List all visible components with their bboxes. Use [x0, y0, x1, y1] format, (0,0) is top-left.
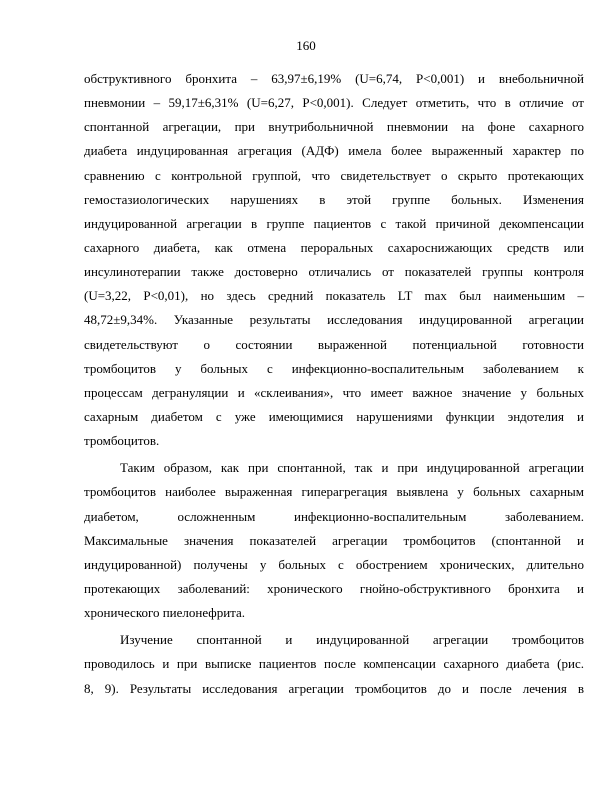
text-line: тромбоцитов. — [84, 433, 160, 449]
text-line: тромбоцитов наиболее выраженная гиперагрегация выявлена у больных сахарным — [84, 484, 584, 500]
text-line: диабета индуцированная агрегация (АДФ) имела более выраженный характер по — [84, 143, 584, 159]
text-line: гемостазиологических нарушениях в этой группе больных. Изменения — [84, 191, 584, 207]
text-line: обструктивного бронхита – 63,97±6,19% (U=6,74, P<0,001) и внебольничной — [84, 71, 584, 86]
text-line: 8, 9). Результаты исследования агрегации тромбоцитов до и после лечения в — [84, 680, 584, 696]
paragraph-3 — [84, 632, 584, 704]
text-line: проводилось и при выписке пациентов после компенсации сахарного диабета (рис. — [84, 656, 584, 672]
text-line: сахарного диабета, как отмена пероральных сахароснижающих средств или — [84, 239, 584, 255]
text-line: процессам дегрануляции и «склеивания», что имеет важное значение у больных — [84, 384, 584, 400]
text-line: тромбоцитов у больных с инфекционно-воспалительным заболеванием к — [84, 360, 584, 376]
text-line: протекающих заболеваний: хронического гнойно-обструктивного бронхита и — [84, 580, 584, 596]
page-number: 160 — [296, 38, 316, 53]
text-line: Таким образом, как при спонтанной, так и при индуцированной агрегации — [120, 460, 584, 476]
text-line: сахарным диабетом с уже имеющимися нарушениями функции эндотелия и — [84, 408, 584, 424]
text-line: диабетом, осложненным инфекционно-воспалительным заболеванием. — [84, 508, 584, 524]
text-line: хронического пиелонефрита. — [84, 605, 246, 621]
body-text — [84, 71, 584, 705]
text-line: свидетельствуют о состоянии выраженной потенциальной готовности — [84, 336, 584, 352]
text-line: (U=3,22, P<0,01), но здесь средний показатель LT max был наименьшим – — [84, 288, 584, 304]
text-line: пневмонии – 59,17±6,31% (U=6,27, P<0,001). Следует отметить, что в отличие от — [84, 95, 584, 111]
text-line: индуцированной) получены у больных с обострением хронических, длительно — [84, 556, 584, 572]
text-line: Изучение спонтанной и индуцированной агрегации тромбоцитов — [120, 632, 584, 648]
text-line: индуцированной агрегации в группе пациентов с такой причиной декомпенсации — [84, 215, 584, 231]
text-line: спонтанной агрегации, при внутрибольничной пневмонии на фоне сахарного — [84, 119, 584, 135]
text-line: инсулинотерапии также достоверно отличались от показателей группы контроля — [84, 264, 584, 280]
paragraph-1 — [84, 71, 584, 457]
text-line: сравнению с контрольной группой, что свидетельствует о скрыто протекающих — [84, 167, 584, 183]
paragraph-2 — [84, 460, 584, 629]
text-line: 48,72±9,34%. Указанные результаты исследования индуцированной агрегации — [84, 312, 584, 328]
text-line: Максимальные значения показателей агрегации тромбоцитов (спонтанной и — [84, 532, 584, 548]
